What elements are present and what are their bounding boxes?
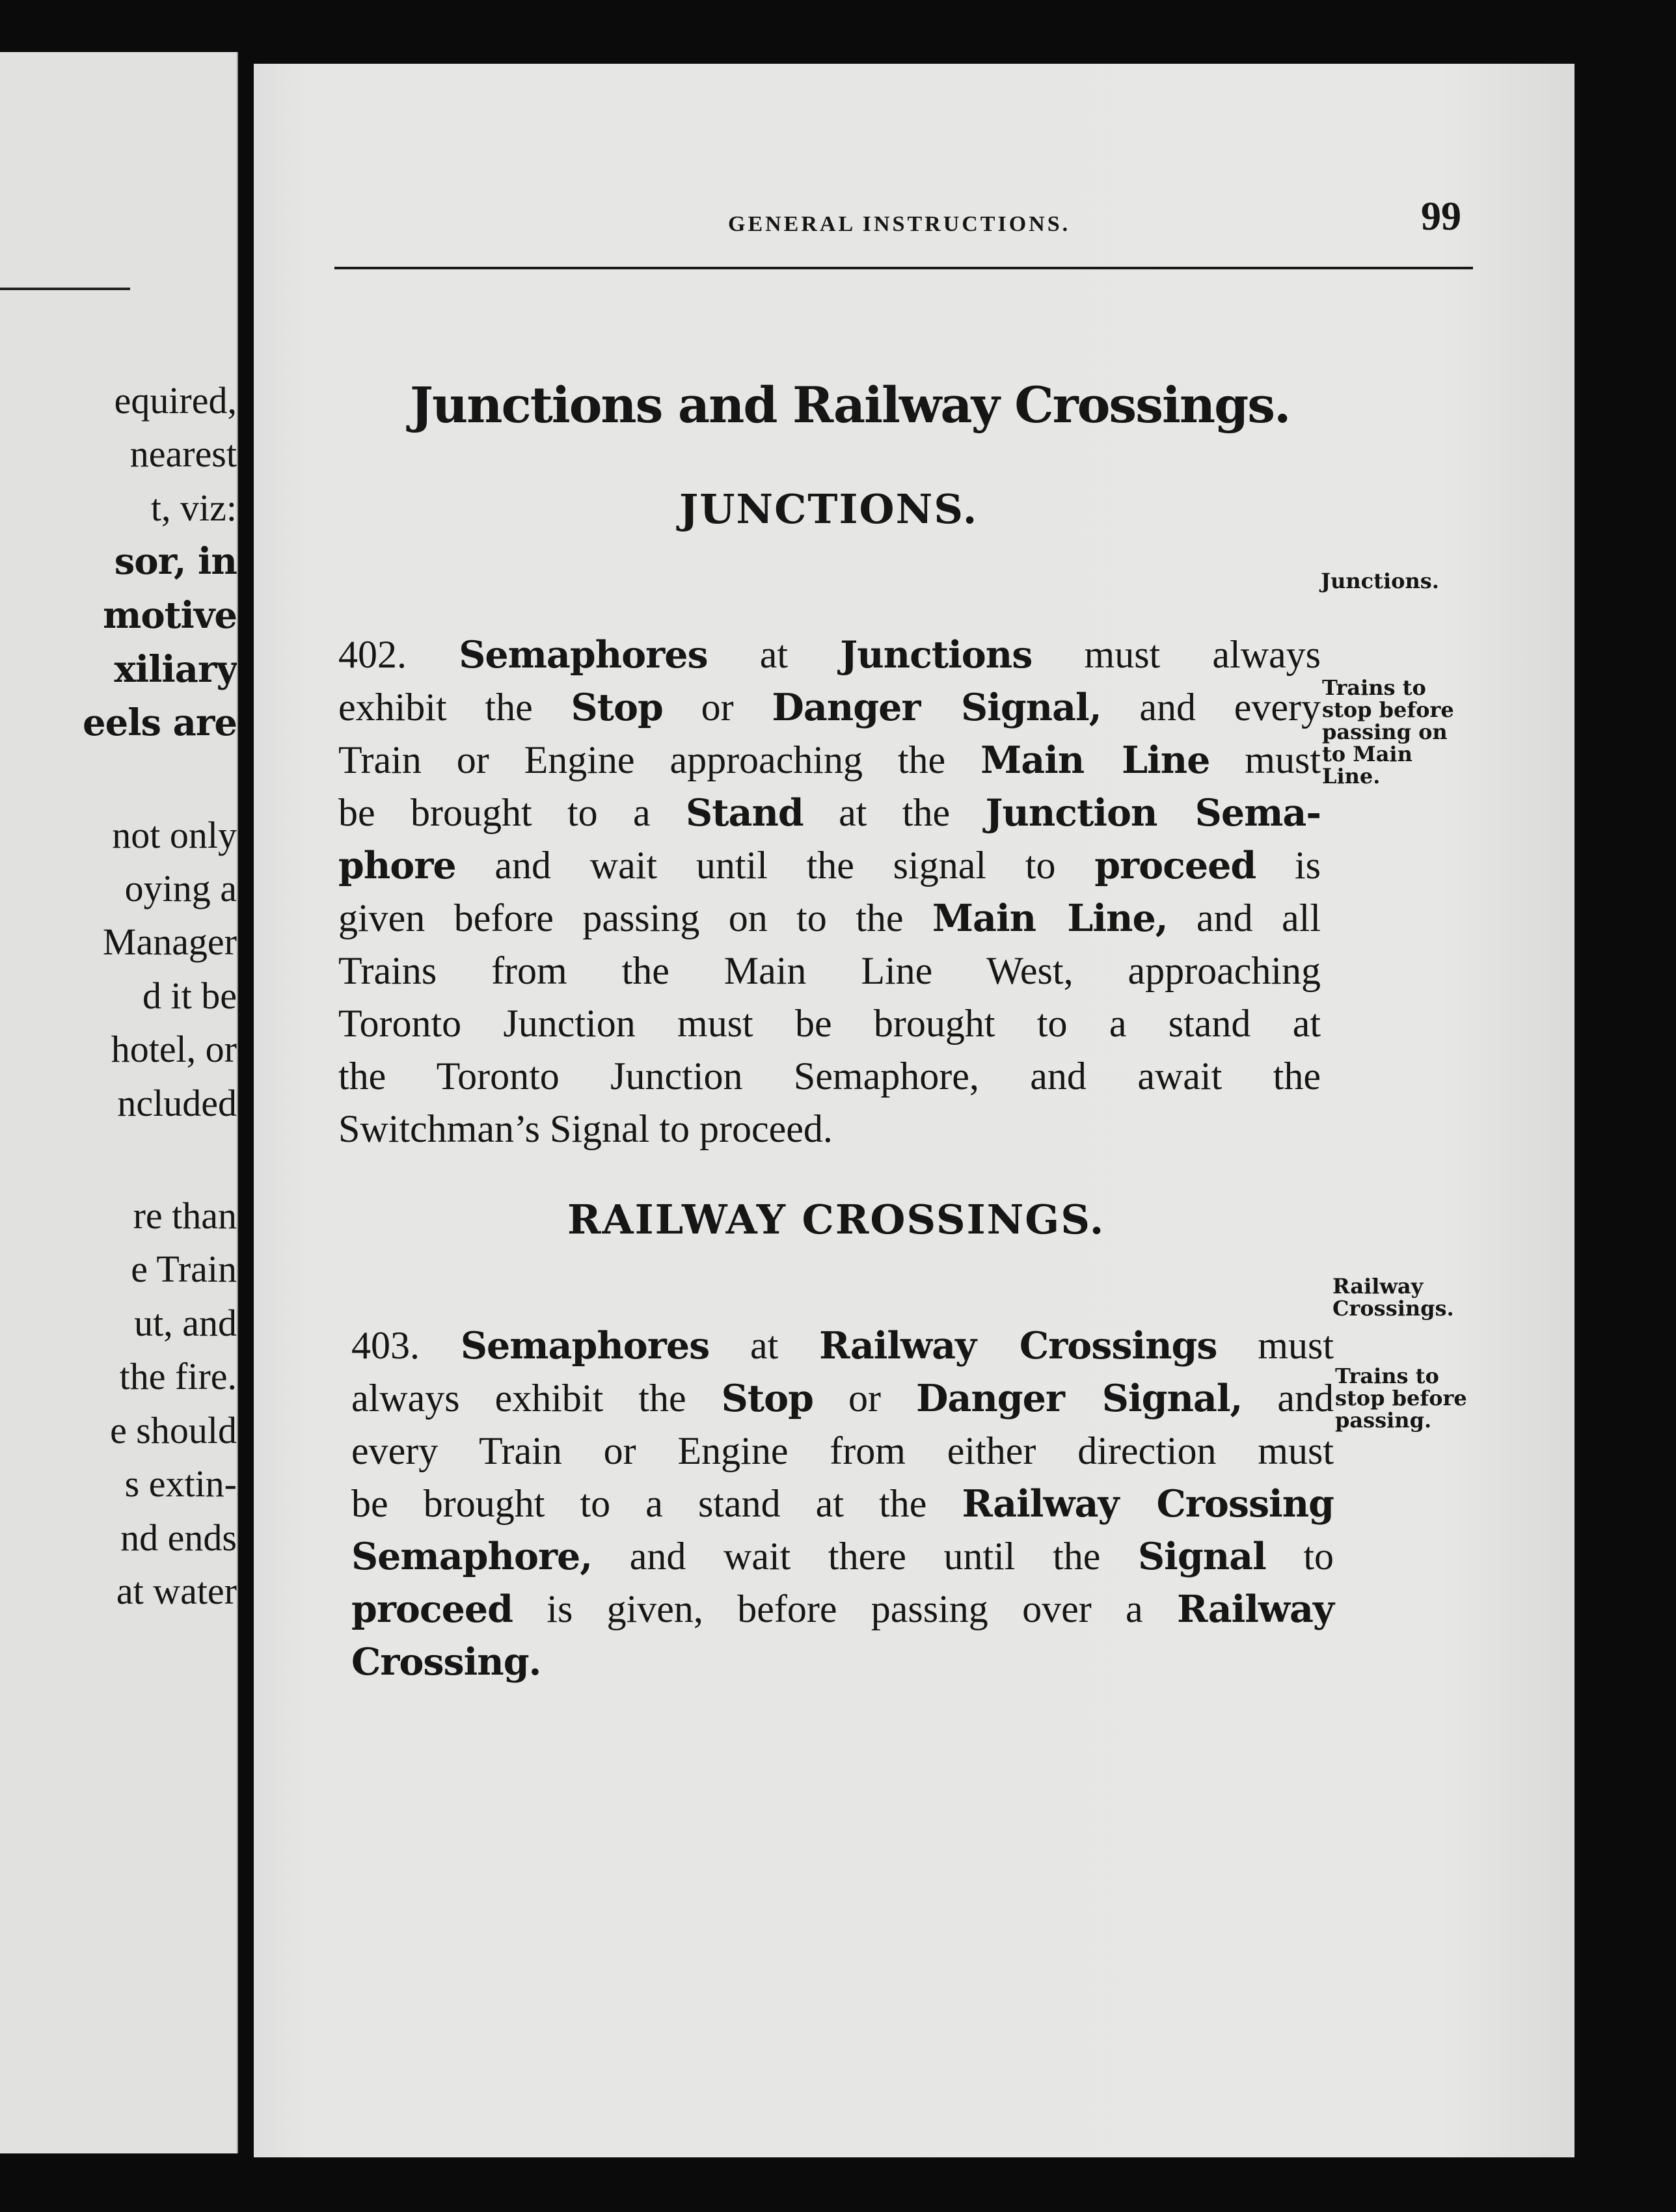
text-line	[351, 1583, 1334, 1636]
text-run: or	[662, 686, 772, 729]
paragraph-403	[351, 1319, 1334, 1688]
text-run: and every	[1101, 686, 1321, 729]
bold-text-run: Main Line,	[932, 897, 1168, 940]
text-run: Toronto Junction must be brought to a stand at	[338, 1002, 1321, 1045]
left-page-line: xiliary	[114, 648, 237, 691]
text-run: must	[1217, 1324, 1334, 1367]
text-line	[351, 1425, 1334, 1477]
text-line	[338, 892, 1321, 945]
left-page-line: e Train	[131, 1248, 237, 1290]
bold-text-run: Semaphores	[460, 1324, 710, 1368]
left-page-line: s extin-	[124, 1463, 237, 1505]
text-run: exhibit the	[338, 686, 571, 729]
text-run: to	[1265, 1535, 1334, 1578]
left-page-line: eels are	[83, 701, 237, 744]
text-run: given before passing on to the	[338, 897, 932, 939]
bold-text-run: Railway Crossings	[819, 1324, 1217, 1368]
text-run: 403.	[351, 1324, 461, 1367]
bold-text-run: proceed	[1094, 844, 1256, 887]
text-run: is given, before passing over a	[513, 1587, 1177, 1630]
bold-text-run: Railway Crossing	[962, 1482, 1334, 1526]
bold-text-run: Junctions	[840, 633, 1033, 677]
left-page-line: nd ends	[120, 1517, 237, 1559]
text-run: and wait there until the	[592, 1535, 1139, 1578]
section-heading-junctions: JUNCTIONS.	[679, 485, 979, 533]
text-run: Switchman’s Signal to proceed.	[338, 1107, 833, 1150]
left-page-line: at water	[116, 1570, 237, 1612]
left-page-line: nearest	[129, 433, 237, 475]
left-page-fragment	[0, 52, 238, 2153]
text-run: at	[707, 633, 841, 676]
bold-text-run: Main Line	[980, 738, 1210, 782]
paragraph-402	[338, 628, 1321, 1155]
text-line	[338, 1103, 1321, 1155]
text-line	[338, 787, 1321, 839]
text-run: Trains from the Main Line West, approaching	[338, 949, 1321, 992]
text-run: 402.	[338, 633, 459, 676]
text-run: must always	[1032, 633, 1321, 676]
text-run: every Train or Engine from either direction must	[351, 1429, 1334, 1472]
bold-text-run: proceed	[351, 1587, 513, 1631]
left-page-rule	[0, 288, 130, 290]
text-line	[338, 1050, 1321, 1103]
bold-text-run: Junction Sema-	[985, 791, 1321, 835]
chapter-title: Junctions and Railway Crossings.	[410, 376, 1290, 434]
bold-text-run: Stop	[571, 686, 663, 729]
text-run: Train or Engine approaching the	[338, 738, 981, 781]
left-page-line: ut, and	[134, 1302, 237, 1344]
text-run: the Toronto Junction Semaphore, and await the	[338, 1055, 1321, 1098]
left-page-line: motive	[103, 594, 237, 637]
left-page-line: oying a	[124, 867, 237, 910]
left-page-line: Manager	[102, 921, 237, 963]
text-line	[351, 1530, 1334, 1583]
text-run: and wait until the signal to	[455, 844, 1095, 887]
text-line	[338, 997, 1321, 1050]
section-heading-railway-crossings: RAILWAY CROSSINGS.	[567, 1196, 1105, 1243]
bold-text-run: Crossing.	[351, 1640, 541, 1684]
text-run: be brought to a	[338, 791, 686, 834]
bold-text-run: Signal	[1138, 1535, 1266, 1578]
text-line	[338, 839, 1321, 892]
left-page-line: ncluded	[117, 1082, 237, 1124]
text-run: and	[1242, 1377, 1334, 1420]
text-line	[338, 681, 1321, 734]
margin-note-trains-stop-main-line: Trains to stop before passing on to Main Line.	[1322, 675, 1454, 789]
text-line	[338, 628, 1321, 681]
left-page-line: hotel, or	[111, 1028, 237, 1070]
left-page-line: e should	[110, 1409, 237, 1451]
left-page-line: the fire.	[119, 1355, 237, 1397]
text-line	[338, 945, 1321, 997]
bold-text-run: Stop	[721, 1377, 813, 1420]
bold-text-run: Danger Signal,	[772, 686, 1102, 729]
text-line	[351, 1477, 1334, 1530]
bold-text-run: Semaphores	[459, 633, 708, 677]
text-line	[351, 1636, 1334, 1688]
text-line	[351, 1319, 1334, 1372]
text-run: and all	[1167, 897, 1321, 939]
left-page-line: re than	[133, 1194, 237, 1237]
left-page-line: sor, in	[114, 540, 237, 583]
bold-text-run: Danger Signal,	[915, 1377, 1243, 1420]
text-run: be brought to a stand at the	[351, 1482, 962, 1525]
margin-note-trains-stop-passing: Trains to stop before passing.	[1335, 1364, 1467, 1433]
text-run: must	[1210, 738, 1321, 781]
running-head: GENERAL INSTRUCTIONS.	[728, 212, 1071, 236]
bold-text-run: Semaphore,	[351, 1535, 593, 1578]
text-run: at the	[803, 791, 986, 834]
text-line	[338, 734, 1321, 787]
text-run: always exhibit the	[351, 1377, 722, 1420]
bold-text-run: phore	[338, 844, 456, 887]
bold-text-run: Railway	[1176, 1587, 1334, 1631]
book-page	[254, 64, 1575, 2157]
left-page-line: not only	[112, 814, 237, 856]
text-run: or	[813, 1377, 916, 1420]
left-page-line: d it be	[142, 975, 237, 1017]
text-line	[351, 1372, 1334, 1425]
page-number: 99	[1421, 195, 1461, 239]
header-rule	[334, 267, 1473, 269]
bold-text-run: Stand	[686, 791, 804, 835]
text-run: is	[1256, 844, 1321, 887]
margin-note-railway-crossings: Railway Crossings.	[1332, 1274, 1454, 1321]
margin-note-junctions: Junctions.	[1321, 569, 1439, 593]
left-page-line: t, viz:	[150, 487, 237, 529]
left-page-line: equired,	[114, 379, 237, 422]
text-run: at	[709, 1324, 820, 1367]
